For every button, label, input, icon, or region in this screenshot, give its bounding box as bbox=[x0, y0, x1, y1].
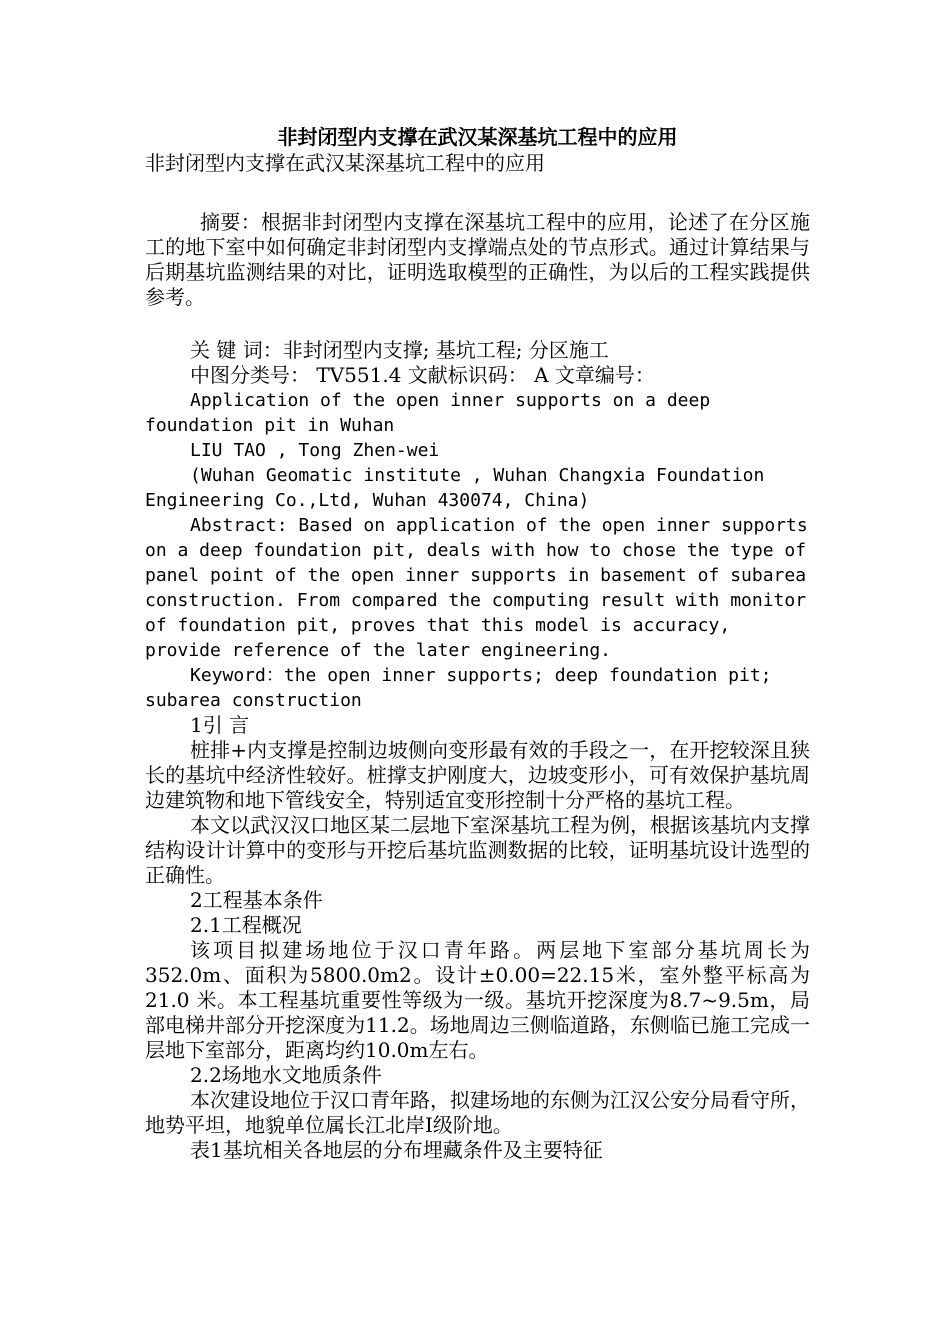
section-2-1-paragraph: 该项目拟建场地位于汉口青年路。两层地下室部分基坑周长为352.0m、面积为5800.0m2。设计±0.00=22.15米，室外整平标高为21.0 米。本工程基坑重要性等级为一级。基坑开挖深度为8.7~9.5m，局部电梯井部分开挖深度为11.2。场地周边三侧临道路，东侧临已施工完成一层地下室部分，距离均约10.0m左右。 bbox=[145, 938, 810, 1062]
section-2-2-paragraph: 本次建设地位于汉口青年路，拟建场地的东侧为江汉公安分局看守所，地势平坦，地貌单位属长江北岸Ⅰ级阶地。 bbox=[145, 1088, 810, 1137]
abstract-cn: 摘要：根据非封闭型内支撑在深基坑工程中的应用，论述了在分区施工的地下室中如何确定非封闭型内支撑端点处的节点形式。通过计算结果与后期基坑监测结果的对比，证明选取模型的正确性，为以后的工程实践提供参考。 bbox=[145, 210, 810, 309]
section-1-paragraph-1: 桩排+内支撑是控制边坡侧向变形最有效的手段之一，在开挖较深且狭长的基坑中经济性较好。桩撑支护刚度大，边坡变形小，可有效保护基坑周边建筑物和地下管线安全，特别适宜变形控制十分严格的基坑工程。 bbox=[145, 738, 810, 812]
spacer bbox=[145, 310, 810, 338]
english-title: Application of the open inner supports on a deep foundation pit in Wuhan bbox=[145, 390, 722, 436]
english-keywords: Keyword：the open inner supports; deep foundation pit; subarea construction bbox=[145, 665, 783, 711]
document-body bbox=[145, 124, 819, 1163]
page-subtitle: 非封闭型内支撑在武汉某深基坑工程中的应用 bbox=[145, 151, 545, 175]
table-caption: 表1基坑相关各地层的分布埋藏条件及主要特征 bbox=[190, 1138, 603, 1162]
english-abstract: Abstract: Based on application of the open inner supports on a deep foundation pit, deals with how to chose the type of panel point of the open inner supports in basement of subarea construction. From compared the computing result with monitor of foundation pit, proves that this model is accuracy, provide reference of the later engineering. bbox=[145, 515, 819, 661]
english-affiliation: (Wuhan Geomatic institute , Wuhan Changxia Foundation Engineering Co.,Ltd, Wuhan 430074, China) bbox=[145, 465, 776, 511]
section-heading-2-1: 2.1工程概况 bbox=[190, 913, 302, 937]
spacer bbox=[145, 176, 810, 210]
section-heading-1: 1引 言 bbox=[190, 713, 250, 737]
section-1-paragraph-2: 本文以武汉汉口地区某二层地下室深基坑工程为例，根据该基坑内支撑结构设计计算中的变形与开挖后基坑监测数据的比较，证明基坑设计选型的正确性。 bbox=[145, 813, 810, 887]
english-authors: LIU TAO , Tong Zhen-wei bbox=[190, 440, 440, 461]
section-heading-2-2: 2.2场地水文地质条件 bbox=[190, 1063, 382, 1087]
page-title: 非封闭型内支撑在武汉某深基坑工程中的应用 bbox=[277, 125, 678, 149]
keywords-cn: 关 键 词：非封闭型内支撑; 基坑工程; 分区施工 bbox=[190, 338, 609, 362]
section-heading-2: 2工程基本条件 bbox=[190, 888, 323, 912]
classification-line: 中图分类号： TV551.4 文献标识码： A 文章编号： bbox=[190, 363, 655, 387]
